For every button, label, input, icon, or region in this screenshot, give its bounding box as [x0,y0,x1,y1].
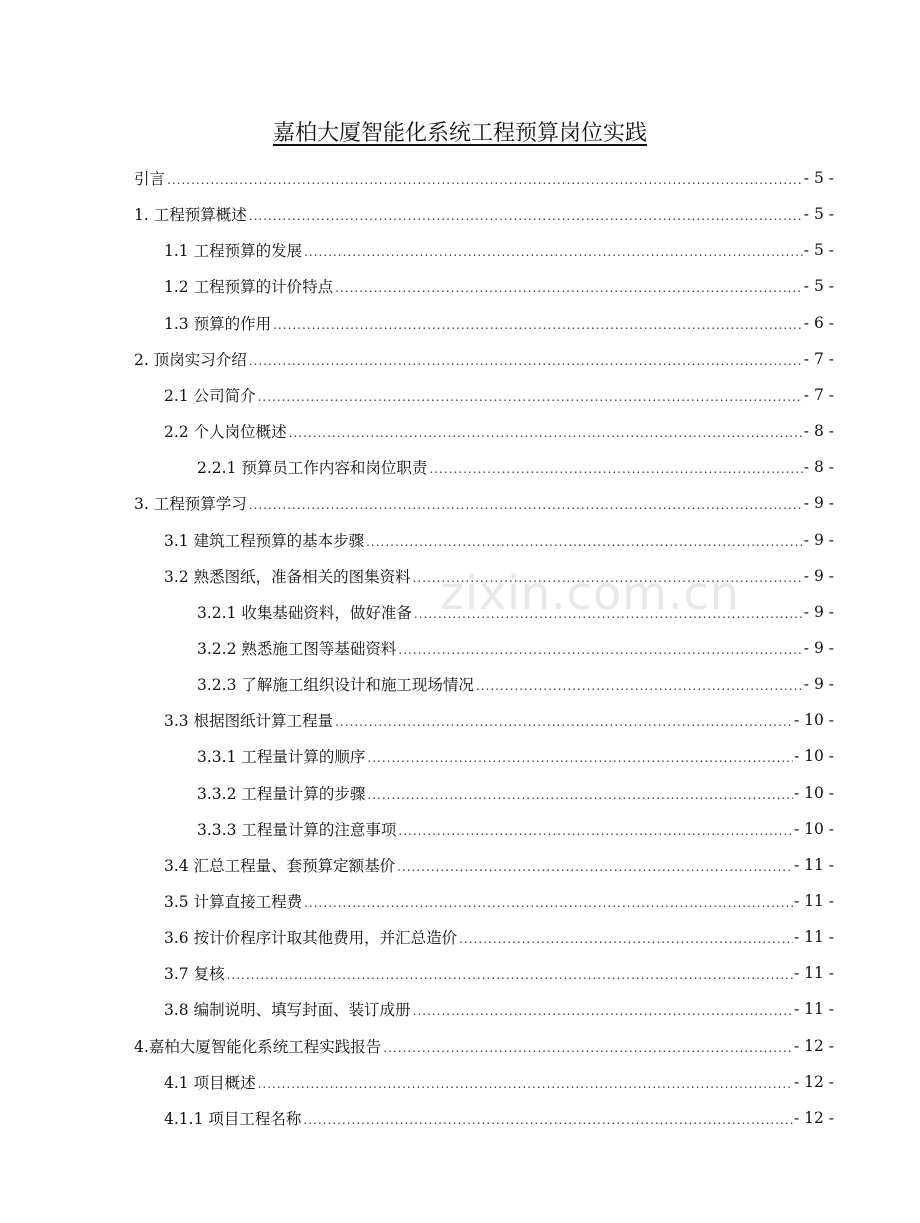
toc-entry[interactable] [197,594,834,630]
document-title-text: 嘉柏大厦智能化系统工程预算岗位实践 [272,121,647,146]
toc-entry[interactable] [164,847,834,883]
toc-leader-dots [398,640,802,660]
toc-entry-label: 3.2 熟悉图纸，准备相关的图集资料 [164,567,411,586]
toc-entry[interactable] [197,630,834,666]
toc-entry-page: - 10 - [793,783,834,802]
toc-entry-label: 3.1 建筑工程预算的基本步骤 [164,531,365,550]
toc-leader-dots [429,459,802,479]
toc-entry-page: - 9 - [803,602,834,621]
toc-entry[interactable] [134,160,834,196]
toc-entry-label: 3. 工程预算学习 [134,495,247,514]
toc-entry-label: 1. 工程预算概述 [134,206,247,225]
toc-entry-page: - 5 - [803,169,834,187]
toc-entry-page: - 7 - [803,349,834,368]
toc-entry-label: 2.1 公司简介 [164,386,256,405]
toc-entry-label: 3.3.2 工程量计算的步骤 [197,784,366,803]
toc-leader-dots [335,712,793,732]
toc-entry-page: - 9 - [803,530,834,549]
toc-leader-dots [459,929,793,949]
toc-leader-dots [167,170,803,190]
toc-entry[interactable] [164,702,834,738]
toc-entry-page: - 9 - [803,638,834,657]
toc-entry-label: 3.8 编制说明、填写封面、装订成册 [164,1001,411,1020]
toc-entry-label: 3.3 根据图纸计算工程量 [164,712,334,731]
toc-entry[interactable] [164,377,834,413]
toc-leader-dots [273,315,803,335]
toc-leader-dots [397,857,793,877]
toc-entry-label: 2.2 个人岗位概述 [164,423,287,442]
toc-leader-dots [367,785,793,805]
toc-entry-label: 3.6 按计价程序计取其他费用，并汇总造价 [164,929,458,948]
toc-entry-page: - 11 - [793,855,834,874]
toc-entry-label: 4.1 项目概述 [164,1073,256,1092]
toc-entry-page: - 8 - [803,458,834,477]
toc-entry-page: - 9 - [803,494,834,513]
toc-entry[interactable] [164,522,834,558]
toc-entry[interactable] [134,196,834,232]
toc-leader-dots [304,893,793,913]
toc-entry[interactable] [164,268,834,304]
toc-entry-page: - 5 - [803,241,834,260]
toc-entry[interactable] [197,775,834,811]
toc-entry-page: - 5 - [803,277,834,296]
watermark: zixin.com.cn [440,566,741,620]
toc-entry-label: 3.2.2 熟悉施工图等基础资料 [197,639,397,658]
toc-entry[interactable] [164,413,834,449]
toc-leader-dots [258,1074,793,1094]
toc-leader-dots [476,676,803,696]
toc-leader-dots [414,604,803,624]
toc-entry-label: 3.2.3 了解施工组织设计和施工现场情况 [197,676,474,695]
toc-leader-dots [249,206,803,226]
toc-entry-label: 引言 [134,170,166,188]
toc-entry-page: - 12 - [793,1036,834,1055]
toc-entry[interactable] [164,558,834,594]
toc-entry[interactable] [134,485,834,521]
toc-entry[interactable] [197,811,834,847]
toc-entry-label: 3.7 复核 [164,965,225,984]
toc-leader-dots [383,1038,793,1058]
toc-entry[interactable] [164,955,834,991]
toc-entry-page: - 11 - [793,928,834,947]
toc-leader-dots [413,568,803,588]
toc-entry-label: 1.3 预算的作用 [164,314,272,333]
toc-entry-label: 2.2.1 预算员工作内容和岗位职责 [197,459,428,478]
document-title [0,118,920,150]
toc-entry-label: 2. 顶岗实习介绍 [134,350,247,369]
toc-entry[interactable] [197,666,834,702]
toc-entry[interactable] [164,991,834,1027]
toc-entry-label: 3.3.3 工程量计算的注意事项 [197,820,397,839]
toc-entry[interactable] [197,738,834,774]
toc-entry-page: - 11 - [793,892,834,910]
toc-entry-label: 3.3.1 工程量计算的顺序 [197,748,366,767]
toc-entry-page: - 12 - [793,1072,834,1091]
toc-leader-dots [249,495,803,515]
toc-leader-dots [366,532,803,552]
toc-entry-page: - 10 - [793,747,834,766]
toc-entry-page: - 10 - [793,819,834,838]
toc-entry-label: 1.2 工程预算的计价特点 [164,278,334,297]
toc-entry-label: 1.1 工程预算的发展 [164,242,303,261]
toc-entry-page: - 10 - [793,711,834,730]
toc-entry-label: 4.嘉柏大厦智能化系统工程实践报告 [134,1037,382,1056]
toc-entry[interactable] [164,305,834,341]
toc-entry-label: 3.2.1 收集基础资料，做好准备 [197,603,412,622]
toc-leader-dots [249,351,803,371]
toc-entry-page: - 5 - [803,205,834,224]
toc-entry-page: - 11 - [793,964,834,983]
toc-entry-label: 3.5 计算直接工程费 [164,893,303,911]
toc-entry[interactable] [164,919,834,955]
toc-entry-page: - 9 - [803,675,834,694]
toc-leader-dots [304,242,803,262]
toc-entry-page: - 7 - [803,385,834,404]
toc-leader-dots [367,748,793,768]
toc-entry-page: - 8 - [803,422,834,441]
toc-entry-page: - 11 - [793,1000,834,1019]
toc-entry-page: - 6 - [803,313,834,332]
toc-leader-dots [258,387,803,407]
toc-leader-dots [303,1110,793,1130]
toc-entry[interactable] [164,883,834,919]
toc-leader-dots [227,965,793,985]
toc-entry[interactable] [134,1028,834,1064]
toc-leader-dots [398,821,793,841]
toc-entry[interactable] [134,341,834,377]
toc-entry[interactable] [197,449,834,485]
toc-entry-page: - 9 - [803,566,834,585]
toc-leader-dots [413,1001,793,1021]
toc-entry[interactable] [164,1064,834,1100]
toc-leader-dots [335,278,803,298]
toc-entry-page: - 12 - [793,1108,834,1127]
toc-leader-dots [289,423,803,443]
toc-entry-label: 4.1.1 项目工程名称 [164,1109,302,1128]
toc-entry-label: 3.4 汇总工程量、套预算定额基价 [164,856,396,875]
toc-entry[interactable] [164,232,834,268]
toc-entry[interactable] [164,1100,834,1136]
